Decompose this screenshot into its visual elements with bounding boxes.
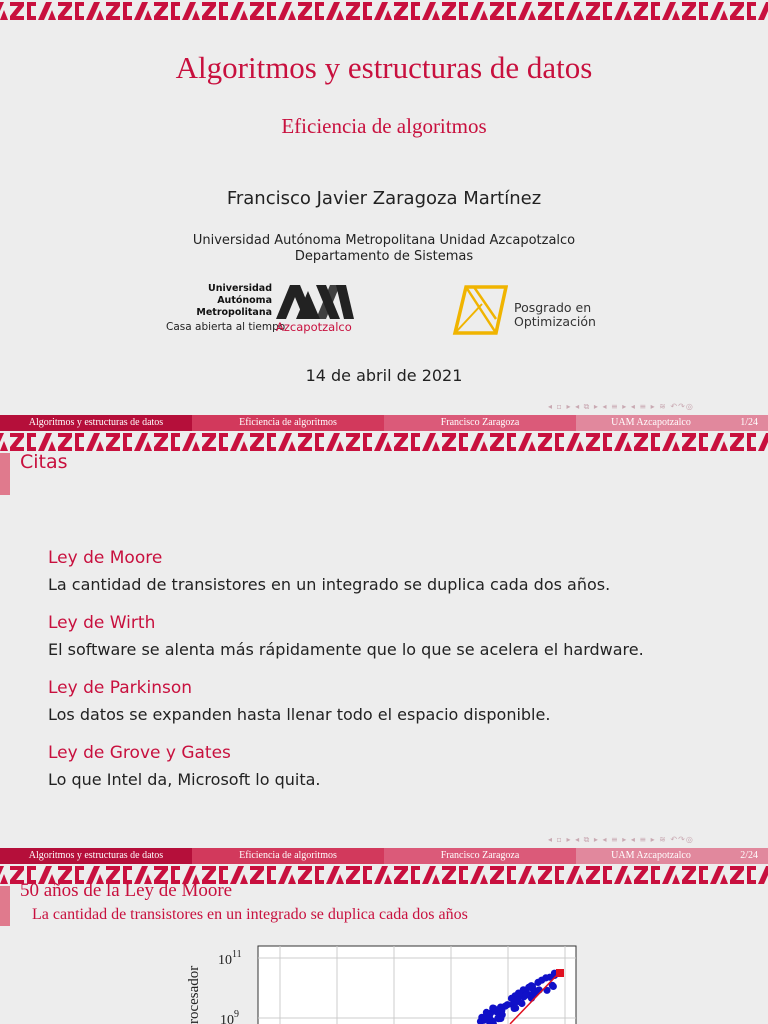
navigation-controls[interactable]: ◂ ▫ ▸ ◂ ⧉ ▸ ◂ ≡ ▸ ◂ ≡ ▸ ≋ ↶↷◎ bbox=[548, 402, 694, 411]
block-title: Ley de Parkinson bbox=[48, 678, 193, 698]
block-body: Los datos se expanden hasta llenar todo el espacio disponible. bbox=[48, 705, 551, 724]
footer-institution-cell bbox=[576, 848, 768, 864]
footer-page-number: 2/24 bbox=[740, 850, 758, 861]
department-name: Departamento de Sistemas bbox=[294, 249, 474, 264]
posgrado-line1: Posgrado en bbox=[514, 300, 592, 315]
uam-logo-line1: Universidad bbox=[208, 283, 272, 294]
scatter-point bbox=[489, 1005, 496, 1012]
uam-logo-line2: Autónoma bbox=[217, 295, 272, 306]
footer-topic: Eficiencia de algoritmos bbox=[192, 415, 384, 431]
scatter-point bbox=[512, 1005, 519, 1012]
scatter-point bbox=[538, 977, 545, 984]
block-title: Ley de Grove y Gates bbox=[48, 743, 231, 763]
slide-title: Citas bbox=[20, 451, 68, 473]
block-title: Ley de Wirth bbox=[48, 613, 156, 633]
uam-campus: Azcapotzalco bbox=[276, 320, 352, 334]
y-tick-low: $10^9$ bbox=[220, 1009, 239, 1024]
block-body: La cantidad de transistores en un integrado se duplica cada dos años. bbox=[48, 575, 611, 594]
y-axis-label: rocesador bbox=[186, 965, 202, 1024]
scatter-point bbox=[515, 990, 522, 997]
footer-course: Algoritmos y estructuras de datos bbox=[0, 848, 192, 864]
footer-slide1 bbox=[0, 415, 768, 431]
uam-tagline: Casa abierta al tiempo bbox=[166, 321, 286, 333]
footer-course: Algoritmos y estructuras de datos bbox=[0, 415, 192, 431]
posgrado-emblem-icon bbox=[452, 284, 508, 336]
block-body: El software se alenta más rápidamente que lo que se acelera el hardware. bbox=[48, 640, 644, 659]
uam-logo bbox=[166, 283, 358, 337]
frame-title-bar bbox=[0, 453, 10, 495]
scatter-point bbox=[481, 1015, 488, 1022]
footer-institution: UAM Azcapotzalco bbox=[611, 417, 691, 428]
institution-name: Universidad Autónoma Metropolitana Unidad Azcapotzalco bbox=[192, 233, 576, 248]
frame-title-bar bbox=[0, 886, 10, 926]
footer-page-number: 1/24 bbox=[740, 417, 758, 428]
presentation-date: 14 de abril de 2021 bbox=[305, 366, 463, 385]
footer-institution-cell bbox=[576, 415, 768, 431]
scatter-point bbox=[494, 1015, 501, 1022]
slide-subtitle: La cantidad de transistores en un integrado se duplica cada dos años bbox=[32, 906, 468, 923]
uam-logo-line3: Metropolitana bbox=[196, 307, 272, 318]
footer-author: Francisco Zaragoza bbox=[384, 415, 576, 431]
footer-topic: Eficiencia de algoritmos bbox=[192, 848, 384, 864]
uam-emblem-icon bbox=[276, 285, 354, 319]
footer-institution: UAM Azcapotzalco bbox=[611, 850, 691, 861]
presentation-title: Algoritmos y estructuras de datos bbox=[175, 50, 593, 85]
posgrado-logo bbox=[452, 284, 612, 336]
decorative-band-top bbox=[0, 0, 768, 22]
scatter-point bbox=[525, 984, 532, 991]
block-title: Ley de Moore bbox=[48, 548, 163, 568]
y-tick-top: $10^{11}$ bbox=[218, 949, 242, 968]
posgrado-line2: Optimización bbox=[514, 314, 596, 329]
footer-slide2 bbox=[0, 848, 768, 864]
navigation-controls[interactable]: ◂ ▫ ▸ ◂ ⧉ ▸ ◂ ≡ ▸ ◂ ≡ ▸ ≋ ↶↷◎ bbox=[548, 835, 694, 844]
author-name: Francisco Javier Zaragoza Martínez bbox=[226, 188, 542, 209]
decorative-band-slide2 bbox=[0, 431, 768, 453]
footer-author: Francisco Zaragoza bbox=[384, 848, 576, 864]
slide-title: 50 años de la Ley de Moore bbox=[20, 880, 233, 901]
moore-law-chart bbox=[180, 940, 600, 1024]
scatter-point bbox=[514, 996, 521, 1003]
scatter-point bbox=[483, 1009, 490, 1016]
presentation-subtitle: Eficiencia de algoritmos bbox=[281, 114, 487, 138]
block-body: Lo que Intel da, Microsoft lo quita. bbox=[48, 770, 321, 789]
latest-marker bbox=[556, 969, 564, 977]
